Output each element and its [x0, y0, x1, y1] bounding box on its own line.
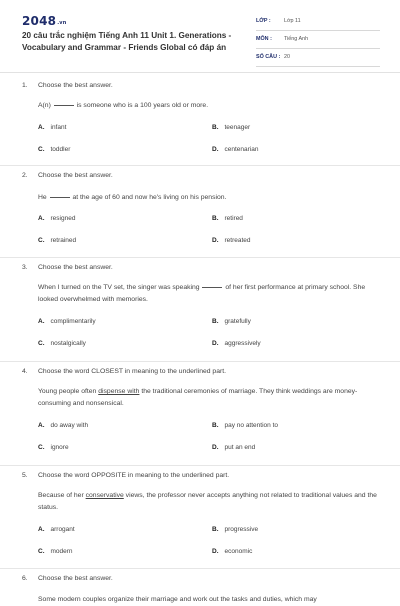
option-letter: A.	[38, 318, 45, 325]
logo-main: 2048	[22, 14, 57, 28]
stem-text: Because of her	[38, 492, 84, 499]
option-b[interactable]	[212, 422, 278, 429]
option-b[interactable]	[212, 124, 250, 131]
option-a[interactable]	[38, 215, 75, 222]
option-letter: B.	[212, 215, 219, 222]
option-letter: D.	[212, 340, 219, 347]
question-divider	[0, 465, 400, 466]
stem-text: He	[38, 194, 47, 201]
option-letter: D.	[212, 237, 219, 244]
option-letter: A.	[38, 422, 45, 429]
option-text: retired	[224, 215, 243, 222]
option-text: put an end	[224, 444, 256, 451]
question-stem	[38, 192, 378, 204]
underlined-phrase: conservative	[85, 492, 124, 499]
option-letter: A.	[38, 215, 45, 222]
option-d[interactable]	[212, 444, 255, 451]
option-text: centenarian	[224, 146, 259, 153]
stem-text: views, the professor never accepts anything not related to traditional values and the status.	[38, 492, 377, 511]
option-letter: D.	[212, 548, 219, 555]
option-d[interactable]	[212, 548, 252, 555]
question-instruction: Choose the best answer.	[38, 575, 113, 582]
question-instruction: Choose the word CLOSEST in meaning to the underlined part.	[38, 368, 227, 375]
option-c[interactable]	[38, 237, 76, 244]
question-divider	[0, 165, 400, 166]
option-text: aggressively	[224, 340, 261, 347]
underlined-phrase: dispense with	[98, 388, 140, 395]
meta-key: SỐ CÂU :	[256, 54, 281, 60]
question-header	[22, 472, 378, 482]
option-b[interactable]	[212, 215, 243, 222]
stem-text: of her first performance at primary school. She looked overwhelmed with memories.	[38, 284, 366, 303]
meta-key: LỚP :	[256, 18, 271, 24]
stem-text: Young people often	[38, 388, 97, 395]
question-number: 1.	[22, 82, 28, 89]
option-text: pay no attention to	[224, 422, 278, 429]
meta-row-class	[256, 13, 380, 31]
option-letter: C.	[38, 444, 45, 451]
option-text: retreated	[224, 237, 251, 244]
question-divider	[0, 568, 400, 569]
site-logo[interactable]	[22, 14, 67, 28]
question-instruction: Choose the best answer.	[38, 264, 113, 271]
stem-text: the traditional ceremonies of marriage. They think weddings are money-consuming and nonsensical.	[38, 388, 358, 407]
option-text: infant	[50, 124, 67, 131]
stem-text: When I turned on the TV set, the singer was speaking	[38, 284, 200, 291]
meta-value: 20	[284, 54, 290, 60]
option-letter: A.	[38, 124, 45, 131]
option-text: complimentarily	[50, 318, 96, 325]
meta-row-subject	[256, 31, 380, 49]
logo-sub: .vn	[57, 20, 67, 26]
meta-row-count	[256, 49, 380, 67]
option-letter: C.	[38, 548, 45, 555]
option-c[interactable]	[38, 340, 86, 347]
question-header	[22, 172, 378, 182]
question-number: 3.	[22, 264, 28, 271]
stem-text: at the age of 60 and now he's living on his pension.	[72, 194, 227, 201]
option-text: gratefully	[224, 318, 251, 325]
stem-text: A(n)	[38, 102, 51, 109]
option-letter: D.	[212, 444, 219, 451]
option-text: do away with	[50, 422, 89, 429]
stem-text: is someone who is a 100 years old or more.	[76, 102, 209, 109]
meta-value: Tiếng Anh	[284, 36, 309, 42]
question-number: 2.	[22, 172, 28, 179]
option-d[interactable]	[212, 146, 258, 153]
option-a[interactable]	[38, 318, 96, 325]
question-divider	[0, 361, 400, 362]
option-letter: C.	[38, 237, 45, 244]
question-stem	[38, 100, 378, 112]
question-stem	[38, 282, 378, 305]
option-letter: B.	[212, 124, 219, 131]
answer-blank	[50, 197, 70, 198]
option-text: economic	[224, 548, 253, 555]
option-letter: C.	[38, 146, 45, 153]
option-d[interactable]	[212, 340, 261, 347]
question-number: 5.	[22, 472, 28, 479]
option-text: arrogant	[50, 526, 75, 533]
option-letter: A.	[38, 526, 45, 533]
option-text: retrained	[50, 237, 77, 244]
meta-value: Lớp 11	[284, 18, 301, 24]
question-number: 4.	[22, 368, 28, 375]
option-b[interactable]	[212, 526, 258, 533]
option-text: resigned	[50, 215, 76, 222]
document-header	[0, 0, 400, 73]
option-text: nostalgically	[50, 340, 86, 347]
question-header	[22, 82, 378, 92]
option-a[interactable]	[38, 422, 88, 429]
question-instruction: Choose the best answer.	[38, 82, 113, 89]
option-text: ignore	[50, 444, 69, 451]
option-text: progressive	[224, 526, 259, 533]
option-letter: B.	[212, 318, 219, 325]
option-letter: C.	[38, 340, 45, 347]
question-header	[22, 264, 378, 274]
option-text: teenager	[224, 124, 251, 131]
document-meta	[256, 13, 380, 67]
document-title: 20 câu trắc nghiệm Tiếng Anh 11 Unit 1. Generations - Vocabulary and Grammar - Friends Global có đáp án	[22, 31, 232, 52]
option-letter: B.	[212, 526, 219, 533]
question-header	[22, 575, 378, 585]
option-a[interactable]	[38, 526, 75, 533]
question-number: 6.	[22, 575, 28, 582]
option-text: toddler	[50, 146, 71, 153]
option-b[interactable]	[212, 318, 251, 325]
option-letter: B.	[212, 422, 219, 429]
option-c[interactable]	[38, 444, 69, 451]
answer-blank	[54, 105, 74, 106]
question-header	[22, 368, 378, 378]
question-instruction: Choose the word OPPOSITE in meaning to the underlined part.	[38, 472, 230, 479]
answer-blank	[202, 287, 222, 288]
question-stem: Some modern couples organize their marriage and work out the tasks and duties, which may	[38, 596, 317, 603]
option-c[interactable]	[38, 146, 70, 153]
question-stem	[38, 490, 378, 513]
option-text: modern	[50, 548, 73, 555]
option-c[interactable]	[38, 548, 73, 555]
meta-key: MÔN :	[256, 36, 272, 42]
option-d[interactable]	[212, 237, 251, 244]
option-a[interactable]	[38, 124, 66, 131]
question-instruction: Choose the best answer.	[38, 172, 113, 179]
option-letter: D.	[212, 146, 219, 153]
question-divider	[0, 257, 400, 258]
question-stem	[38, 386, 378, 409]
